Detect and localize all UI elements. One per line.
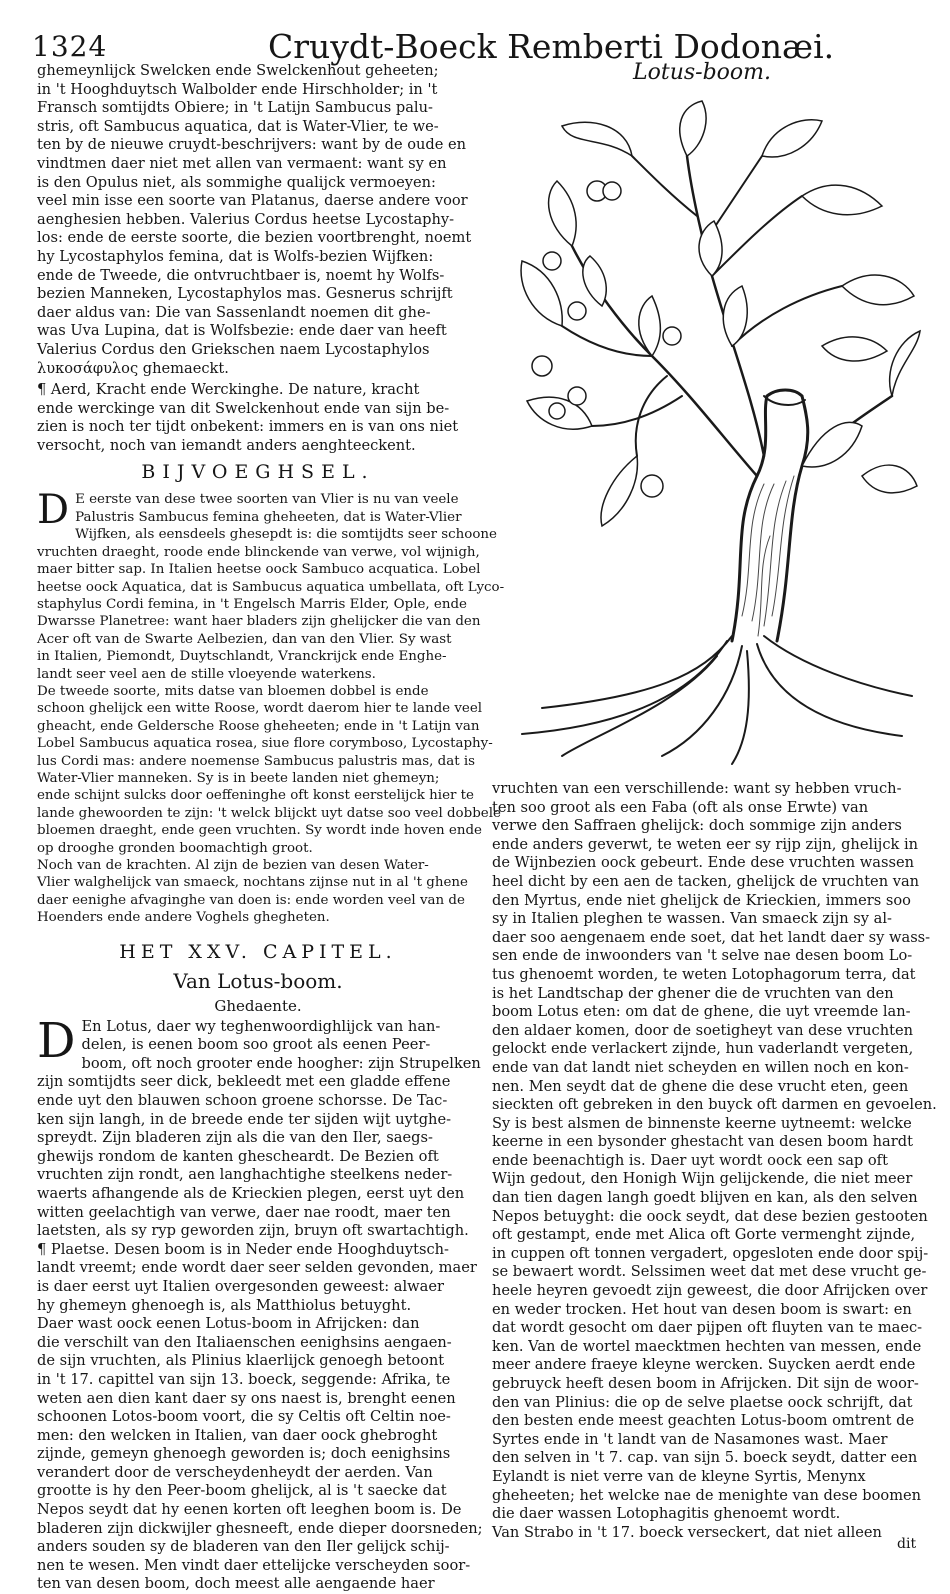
- text-line: versocht, noch van iemandt anders aenghteeckent.: [37, 436, 416, 454]
- text-line: spreydt. Zijn bladeren zijn als die van den Iler, saegs-: [37, 1129, 433, 1147]
- text-line: Water-Vlier manneken. Sy is in beete landen niet ghemeyn;: [37, 770, 440, 786]
- text-line: Noch van de krachten. Al zijn de bezien van desen Water-: [37, 858, 429, 873]
- lotus-tree-woodcut-icon: [502, 96, 922, 770]
- running-title: Cruydt-Boeck Remberti Dodonæi.: [268, 27, 835, 66]
- text-line: is daer eerst uyt Italien overgesonden geweest: alwaer: [37, 1277, 444, 1295]
- text-line: heel dicht by een aen de tacken, ghelijck de vruchten van: [492, 872, 920, 890]
- text-line: λυκοσάφυλος ghemaeckt.: [37, 359, 229, 377]
- text-line: op drooghe gronden boomachtigh groot.: [37, 840, 313, 856]
- text-line: E eerste van dese twee soorten van Vlier is nu van veele: [75, 492, 459, 508]
- plaetse-paragraph: [37, 1240, 483, 1594]
- text-line: ghewijs rondom de kanten ghescheardt. De Bezien oft: [37, 1147, 439, 1165]
- text-line: Wijfken, als eensdeels ghesepdt is: die somtijdts seer schoone: [75, 527, 497, 543]
- text-line: lus Cordi mas: andere noemense Sambucus palustris mas, dat is: [37, 753, 476, 769]
- page-number: 1324: [32, 30, 108, 63]
- text-line: Wijn gedout, den Honigh Wijn gelijckende, die niet meer: [492, 1170, 913, 1188]
- text-line: keerne in een bysonder ghestacht van desen boom hardt: [492, 1133, 913, 1151]
- illustration-caption: Lotus-boom.: [633, 60, 772, 85]
- text-line: den Myrtus, ende niet ghelijck de Krieckien, immers soo: [492, 891, 911, 909]
- text-line: de sijn vruchten, als Plinius klaerlijck genoegh betoont: [37, 1352, 445, 1370]
- text-line: tus ghenoemt worden, te weten Lotophagorum terra, dat: [492, 965, 916, 983]
- text-line: meer andere fraeye kleyne wercken. Suycken aerdt ende: [492, 1356, 916, 1374]
- text-line: witten geelachtigh van verwe, daer nae roodt, maer ten: [37, 1203, 451, 1221]
- text-line: Daer wast oock eenen Lotus-boom in Afrijcken: dan: [37, 1315, 420, 1333]
- text-line: daer aldus van: Die van Sassenlandt noemen dit ghe-: [37, 303, 431, 321]
- text-line: Nepos seydt dat hy eenen korten oft leeghen boom is. De: [37, 1501, 462, 1519]
- right-paragraph: [492, 780, 937, 1542]
- text-line: sen ende de inwoonders van 't selve nae desen boom Lo-: [492, 947, 913, 965]
- text-line: was Uva Lupina, dat is Wolfsbezie: ende daer van heeft: [37, 322, 447, 340]
- text-line: zijnde, gemeyn ghenoegh geworden is; doch eenighsins: [37, 1445, 451, 1463]
- text-line: gebruyck heeft desen boom in Afrijcken. Dit sijn de woor-: [492, 1375, 919, 1392]
- text-line: verwe den Saffraen ghelijck: doch sommige zijn anders: [492, 817, 902, 835]
- text-line: staphylus Cordi femina, in 't Engelsch Marris Elder, Ople, ende: [37, 596, 467, 612]
- text-line: veel min isse een soorte van Platanus, daerse andere voor: [37, 192, 468, 210]
- text-line: den van Plinius: die op de selve plaetse oock schrijft, dat: [492, 1393, 913, 1411]
- text-line: Syrtes ende in 't landt van de Nasamones wast. Maer: [492, 1430, 888, 1448]
- text-line: dan tien dagen langh goedt blijven en kan, als den selven: [492, 1189, 918, 1207]
- text-line: hy Lycostaphylos femina, dat is Wolfs-bezien Wijfken:: [37, 247, 434, 265]
- text-line: vruchten draeght, roode ende blinckende van verwe, vol wijnigh,: [37, 544, 480, 560]
- text-line: Valerius Cordus den Griekschen naem Lycostaphylos: [37, 340, 430, 358]
- text-line: boom Lotus eten: om dat de ghene, die uyt vreemde lan-: [492, 1003, 911, 1021]
- text-line: landt seer veel aen de stille vloeyende waterkens.: [37, 666, 376, 682]
- aerd-paragraph: [37, 381, 479, 455]
- ghedaente-heading: Ghedaente.: [214, 996, 302, 1015]
- text-line: Vlier walghelijck van smaeck, nochtans zijnse nut in al 't ghene: [37, 875, 468, 891]
- text-line: bladeren zijn dickwijler ghesneeft, ende dieper doorsneden;: [37, 1519, 483, 1537]
- text-line: heele heyren gevoedt zijn geweest, die door Afrijcken over: [492, 1282, 928, 1300]
- text-line: daer eenighe afvaginghe van doen is: ende worden veel van de: [37, 892, 465, 908]
- text-line: Fransch somtijdts Obiere; in 't Latijn Sambucus palu-: [37, 99, 433, 117]
- chapter-title: Van Lotus-boom.: [173, 968, 343, 993]
- intro-paragraph: [37, 62, 479, 378]
- right-column: [492, 780, 937, 1541]
- text-line: grootte is hy den Peer-boom ghelijck, al is 't saecke dat: [37, 1482, 447, 1500]
- text-line: Van Strabo in 't 17. boeck verseckert, dat niet alleen: [492, 1523, 882, 1541]
- text-line: bezien Manneken, Lycostaphylos mas. Gesnerus schrijft: [37, 285, 453, 303]
- text-line: anders souden sy de bladeren van den Iler gelijck schij-: [37, 1538, 450, 1556]
- page-header: [0, 0, 950, 66]
- text-line: verandert door de verscheydenheydt der aerden. Van: [37, 1463, 433, 1481]
- text-line: ende schijnt sulcks door oeffeninghe oft konst eerstelijck hier te: [37, 788, 474, 804]
- text-line: laetsten, als sy ryp geworden zijn, bruyn oft swartachtigh.: [37, 1222, 469, 1240]
- text-line: Dwarsse Planetree: want haer bladers zijn ghelijcker die van den: [37, 614, 481, 630]
- text-line: in 't 17. capittel van sijn 13. boeck, seggende: Afrika, te: [37, 1370, 451, 1388]
- text-line: Nepos betuyght: die oock seydt, dat dese bezien gestooten: [492, 1207, 928, 1225]
- text-line: men: den welcken in Italien, van daer oock ghebroght: [37, 1426, 438, 1444]
- text-line: delen, is eenen boom soo groot als eenen Peer-: [81, 1036, 431, 1054]
- text-line: ten van desen boom, doch meest alle aengaende haer: [37, 1575, 435, 1593]
- text-line: vruchten van een verschillende: want sy hebben vruch-: [492, 780, 902, 797]
- text-line: zien is noch ter tijdt onbekent: immers en is van ons niet: [37, 418, 459, 436]
- text-line: gelockt ende verlackert zijnde, hun vaderlandt vergeten,: [492, 1040, 914, 1058]
- text-line: sy in Italien pleghen te wassen. Van smaeck zijn sy al-: [492, 910, 892, 928]
- text-line: de Wijnbezien oock gebeurt. Ende dese vruchten wassen: [492, 854, 915, 872]
- text-line: nen te wesen. Men vindt daer ettelijcke verscheyden soor-: [37, 1556, 471, 1574]
- text-line: stris, oft Sambucus aquatica, dat is Water-Vlier, te we-: [37, 117, 439, 135]
- text-line: den aldaer komen, door de soetigheyt van dese vruchten: [492, 1021, 913, 1039]
- text-line: boom, oft noch grooter ende hoogher: zijn Strupelken: [81, 1054, 481, 1072]
- text-line: ¶ Aerd, Kracht ende Werckinghe. De nature, kracht: [37, 381, 420, 399]
- text-line: is het Landtschap der ghener die de vruchten van den: [492, 984, 894, 1002]
- text-line: nen. Men seydt dat de ghene die dese vrucht eten, geen: [492, 1077, 909, 1095]
- text-line: in 't Hooghduytsch Walbolder ende Hirschholder; in 't: [37, 80, 438, 98]
- text-line: ten soo groot als een Faba (oft als onse Erwte) van: [492, 798, 869, 816]
- text-line: in Italien, Piemondt, Duytschlandt, Vranckrijck ende Enghe-: [37, 649, 447, 665]
- text-line: ende beenachtigh is. Daer uyt wordt oock een sap oft: [492, 1151, 888, 1169]
- text-line: landt vreemt; ende wordt daer seer selden gevonden, maer: [37, 1259, 477, 1277]
- text-line: se bewaert wordt. Selssimen weet dat met dese vrucht ge-: [492, 1263, 927, 1281]
- text-line: Palustris Sambucus femina gheheeten, dat is Water-Vlier: [75, 509, 462, 525]
- text-line: gheheeten; het welcke nae de menighte van dese boomen: [492, 1486, 922, 1504]
- text-line: Lobel Sambucus aquatica rosea, siue flore corymboso, Lycostaphy-: [37, 736, 493, 752]
- text-line: lande ghewoorden te zijn: 't welck blijckt uyt datse soo veel dobbele: [37, 805, 501, 821]
- text-line: vruchten zijn rondt, aen langhachtighe steelkens neder-: [37, 1166, 453, 1184]
- text-line: ken sijn langh, in de breede ende ter sijden wijt uytghe-: [37, 1110, 452, 1128]
- chapter-number: HET XXV. CAPITEL.: [119, 940, 397, 963]
- text-line: Eylandt is niet verre van de kleyne Syrtis, Menynx: [492, 1467, 866, 1485]
- text-line: ¶ Plaetse. Desen boom is in Neder ende Hooghduytsch-: [37, 1240, 449, 1258]
- text-line: gheacht, ende Geldersche Roose gheheeten; ende in 't Latijn van: [37, 718, 480, 734]
- text-line: ken. Van de wortel maecktmen hechten van messen, ende: [492, 1337, 922, 1355]
- text-line: waerts afhangende als de Krieckien plegen, eerst uyt den: [37, 1184, 465, 1202]
- drop-capital: D: [37, 487, 70, 534]
- text-line: in cuppen oft tonnen vergadert, opgesloten ende door spij-: [492, 1244, 929, 1262]
- text-line: maer bitter sap. In Italien heetse oock Sambuco acquatica. Lobel: [37, 562, 481, 578]
- text-line: ten by de nieuwe cruydt-beschrijvers: want by de oude en: [37, 136, 467, 154]
- text-line: En Lotus, daer wy teghenwoordighlijck van han-: [81, 1017, 441, 1035]
- bijvoeghsel-paragraph: [37, 487, 505, 926]
- text-line: ghemeynlijck Swelcken ende Swelckenhout geheeten;: [37, 62, 439, 79]
- text-line: los: ende de eerste soorte, die bezien voortbrenght, noemt: [37, 229, 472, 247]
- text-line: weten aen dien kant daer sy ons naest is, brenght eenen: [37, 1389, 456, 1407]
- left-column: [37, 62, 505, 1593]
- text-line: De tweede soorte, mits datse van bloemen dobbel is ende: [37, 683, 429, 699]
- text-line: schoon ghelijck een witte Roose, wordt daerom hier te lande veel: [37, 701, 483, 717]
- text-line: heetse oock Aquatica, dat is Sambucus aquatica umbellata, oft Lyco-: [37, 579, 505, 595]
- text-line: zijn somtijdts seer dick, bekleedt met een gladde effene: [37, 1073, 451, 1091]
- text-line: ende van dat landt niet scheyden en willen noch en kon-: [492, 1058, 909, 1076]
- bijvoeghsel-heading: BIJVOEGHSEL.: [141, 461, 375, 484]
- ghedaente-paragraph: [37, 1012, 481, 1241]
- text-line: ende uyt den blauwen schoon groene schorsse. De Tac-: [37, 1092, 448, 1109]
- text-line: schoonen Lotos-boom voort, die sy Celtis oft Celtin noe-: [37, 1408, 451, 1426]
- text-line: en weder trocken. Het hout van desen boom is swart: en: [492, 1300, 912, 1318]
- text-line: bloemen draeght, ende geen vruchten. Sy wordt inde hoven ende: [37, 823, 482, 839]
- text-line: aenghesien hebben. Valerius Cordus heetse Lycostaphy-: [37, 210, 455, 228]
- text-line: ende werckinge van dit Swelckenhout ende van sijn be-: [37, 399, 450, 417]
- text-line: daer soo aengenaem ende soet, dat het landt daer sy wass-: [492, 928, 931, 946]
- text-line: die verschilt van den Italiaenschen eenighsins aengaen-: [37, 1333, 452, 1351]
- text-line: ende anders geverwt, te weten eer sy rijp zijn, ghelijck in: [492, 835, 919, 853]
- drop-capital: D: [37, 1012, 76, 1069]
- text-line: Hoenders ende andere Voghels ghegheten.: [37, 910, 330, 926]
- text-line: Acer oft van de Swarte Aelbezien, dan van den Vlier. Sy wast: [37, 631, 452, 647]
- text-line: den besten ende meest geachten Lotus-boom omtrent de: [492, 1412, 915, 1430]
- text-line: is den Opulus niet, als sommighe qualijck vermoeyen:: [37, 173, 436, 191]
- text-line: oft gestampt, ende met Alica oft Gorte vermenght zijnde,: [492, 1226, 916, 1244]
- text-line: hy ghemeyn ghenoegh is, als Matthiolus betuyght.: [37, 1296, 412, 1314]
- text-line: Sy is best alsmen de binnenste keerne uytneemt: welcke: [492, 1114, 912, 1132]
- text-line: sieckten oft gebreken in den buyck oft darmen en gevoelen.: [492, 1096, 937, 1114]
- text-line: vindtmen daer niet met allen van vermaent: want sy en: [37, 154, 447, 172]
- text-line: dat wordt gesocht om daer pijpen oft fluyten van te maec-: [492, 1319, 923, 1337]
- text-line: den selven in 't 7. cap. van sijn 5. boeck seydt, datter een: [492, 1449, 918, 1467]
- text-line: die daer wassen Lotophagitis ghenoemt wordt.: [492, 1505, 841, 1523]
- catchword: dit: [897, 1536, 917, 1552]
- text-line: ende de Tweede, die ontvruchtbaer is, noemt hy Wolfs-: [37, 266, 445, 284]
